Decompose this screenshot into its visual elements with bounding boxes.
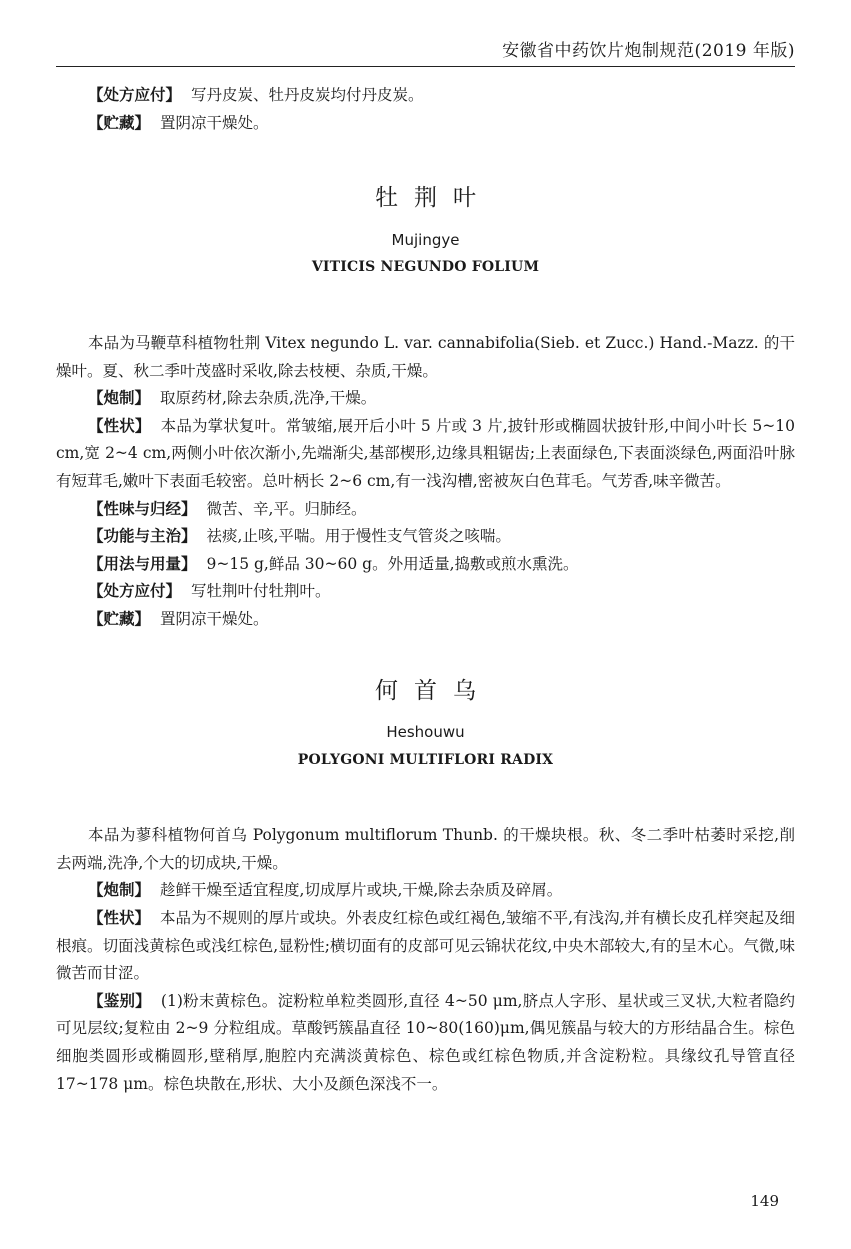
item-tag: 【处方应付】: [88, 86, 182, 104]
entry1-title: 牡荆叶: [375, 185, 492, 212]
item-tag: 【贮藏】: [88, 113, 151, 132]
entry1-item-function: [56, 523, 795, 551]
top-item-prescription: [56, 82, 795, 110]
page-header: [56, 32, 795, 67]
header-title: 安徽省中药饮片炮制规范(2019 年版): [502, 41, 795, 61]
item-text: 本品为不规则的厚片或块。外表皮红棕色或红褐色,皱缩不平,有浅沟,并有横长皮孔样突起及细根痕。切面浅黄棕色或浅红棕色,显粉性;横切面有的皮部可见云锦状花纹,中央木部较大,有的呈木心。气微,味微苦而甘涩。: [56, 909, 795, 983]
entry1-item-prescription: [56, 578, 795, 606]
entry2-title: 何首乌: [375, 677, 492, 704]
entry1-item-nature: [56, 496, 795, 524]
item-text: 本品为掌状复叶。常皱缩,展开后小叶 5 片或 3 片,披针形或椭圆状披针形,中间小叶长 5~10 cm,宽 2~4 cm,两侧小叶依次渐小,先端渐尖,基部楔形,边缘具粗锯齿;上表面绿色,下表面淡绿色,两面沿叶脉有短茸毛,嫩叶下表面毛较密。总叶柄长 2~6 cm,有一浅沟槽,密被灰白色茸毛。气芳香,味辛微苦。: [56, 416, 795, 490]
entry2-item-identification: [56, 988, 795, 1098]
entry1-intro: 本品为马鞭草科植物牡荆 Vitex negundo L. var. cannabifolia(Sieb. et Zucc.) Hand.-Mazz. 的干燥叶。夏、秋二季叶茂盛时采收,除去枝梗、杂质,干燥。: [56, 333, 795, 380]
item-tag: 【性状】: [88, 416, 151, 435]
top-item-storage: [56, 110, 795, 138]
item-tag: 【炮制】: [88, 389, 151, 408]
entry1-item-processing: [56, 385, 795, 413]
item-text: 微苦、辛,平。归肺经。: [206, 499, 367, 518]
item-tag: 【功能与主治】: [88, 527, 197, 546]
item-tag: 【贮藏】: [88, 609, 151, 628]
item-tag: 【性状】: [88, 909, 151, 928]
item-tag: 【鉴别】: [88, 991, 151, 1010]
item-tag: 【性味与归经】: [88, 499, 197, 518]
item-text: 9~15 g,鲜品 30~60 g。外用适量,捣敷或煎水熏洗。: [206, 554, 579, 573]
item-text: 趁鲜干燥至适宜程度,切成厚片或块,干燥,除去杂质及碎屑。: [160, 881, 563, 900]
entry2-item-processing: [56, 877, 795, 905]
item-tag: 【处方应付】: [88, 582, 182, 601]
entry1-item-dosage: [56, 551, 795, 579]
item-tag: 【炮制】: [88, 881, 151, 900]
item-text: 祛痰,止咳,平喘。用于慢性支气管炎之咳喘。: [206, 527, 511, 546]
entry2-pinyin: Heshouwu: [386, 723, 465, 742]
item-text: 取原药材,除去杂质,洗净,干燥。: [160, 389, 377, 408]
entry2-item-description: [56, 905, 795, 988]
entry2-intro: 本品为蓼科植物何首乌 Polygonum multiflorum Thunb. 的干燥块根。秋、冬二季叶枯萎时采挖,削去两端,洗净,个大的切成块,干燥。: [56, 826, 795, 872]
item-tag: 【用法与用量】: [88, 554, 197, 573]
entry1-pinyin: Mujingye: [391, 230, 460, 249]
item-text: 写丹皮炭、牡丹皮炭均付丹皮炭。: [191, 86, 424, 104]
entry1-latin-name: VITICIS NEGUNDO FOLIUM: [311, 259, 540, 276]
item-text: 置阴凉干燥处。: [160, 113, 269, 132]
page-content: [56, 82, 795, 1098]
entry2-latin-name: POLYGONI MULTIFLORI RADIX: [297, 751, 554, 768]
item-text: 写牡荆叶付牡荆叶。: [191, 582, 331, 601]
entry1-item-storage: [56, 606, 795, 634]
item-text: 置阴凉干燥处。: [160, 609, 269, 628]
entry1-item-description: [56, 413, 795, 496]
page-number: 149: [750, 1192, 779, 1210]
item-text: (1)粉末黄棕色。淀粉粒单粒类圆形,直径 4~50 μm,脐点人字形、星状或三叉状,大粒者隐约可见层纹;复粒由 2~9 分粒组成。草酸钙簇晶直径 10~80(160)μm,偶见簇晶与较大的方形结晶合生。棕色细胞类圆形或椭圆形,壁稍厚,胞腔内充满淡黄棕色、棕色或红棕色物质,并含淀粉粒。具缘纹孔导管直径 17~178 μm。棕色块散在,形状、大小及颜色深浅不一。: [56, 991, 795, 1093]
